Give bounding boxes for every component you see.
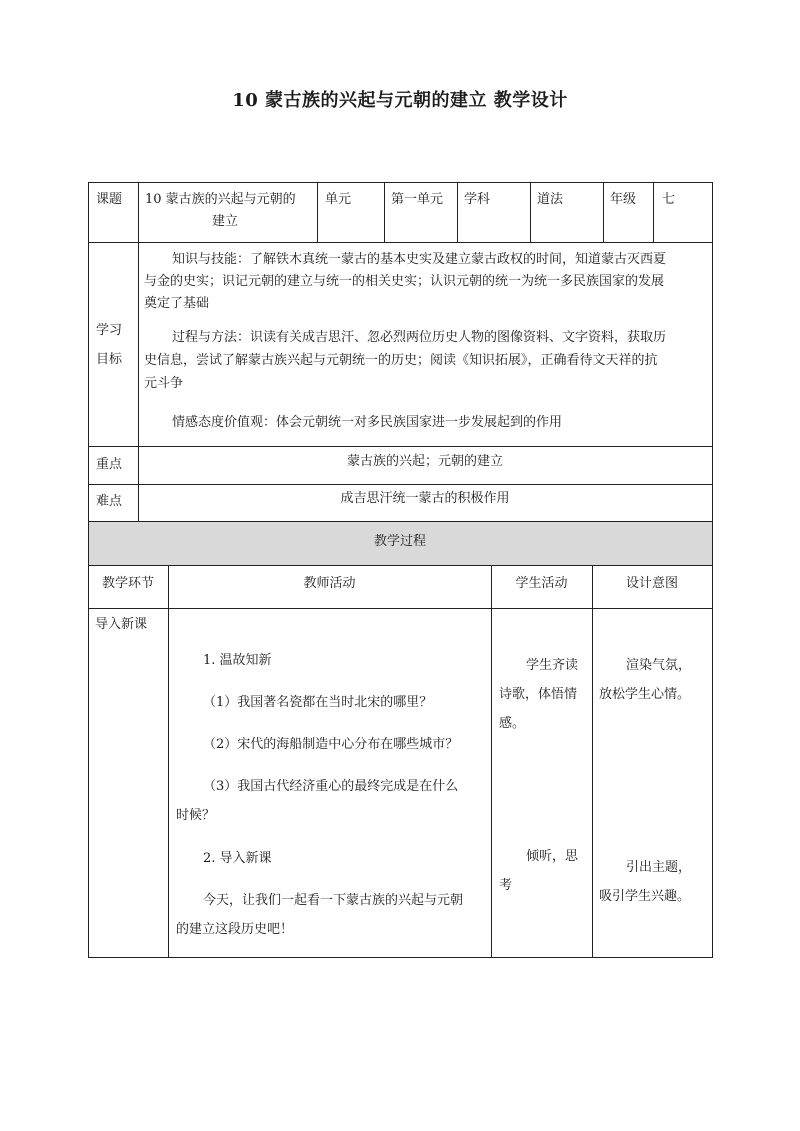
difficulty-label: 难点	[96, 494, 123, 509]
table-border-left	[88, 182, 89, 958]
design-intent-1-line2: 放松学生心情。	[599, 687, 691, 702]
table-rule-v	[592, 565, 593, 957]
table-rule	[88, 521, 713, 522]
table-rule-v	[653, 182, 654, 242]
grade-label: 年级	[610, 192, 637, 207]
objective-knowledge-line1: 知识与技能：了解铁木真统一蒙古的基本史实及建立蒙古政权的时间，知道蒙古灭西夏	[172, 252, 667, 267]
unit-label: 单元	[325, 192, 352, 207]
design-intent-2-line2: 吸引学生兴趣。	[599, 889, 691, 904]
design-intent-2-line1: 引出主题，	[626, 860, 692, 875]
key-point-label: 重点	[96, 457, 123, 472]
table-rule	[88, 182, 713, 183]
table-rule	[88, 446, 713, 447]
teacher-question-3-line1: （3）我国古代经济重心的最终完成是在什么	[203, 779, 459, 794]
teacher-question-2: （2）宋代的海船制造中心分布在哪些城市？	[203, 737, 459, 752]
table-rule-v	[530, 182, 531, 242]
student-activity-1-line3: 感。	[499, 716, 526, 731]
table-rule	[88, 242, 713, 243]
teacher-step2: 2. 导入新课	[203, 851, 272, 866]
table-rule	[88, 957, 713, 958]
objective-knowledge-line2: 与金的史实；识记元朝的建立与统一的相关史实；认识元朝的统一为统一多民族国家的发展	[144, 274, 665, 289]
teacher-intro-line2: 的建立这段历史吧！	[176, 922, 294, 937]
difficulty-value: 成吉思汗统一蒙古的积极作用	[340, 491, 510, 506]
teacher-step1: 1. 温故知新	[203, 653, 272, 668]
subject-label: 学科	[464, 192, 491, 207]
table-rule-v	[457, 182, 458, 242]
table-rule-v	[138, 182, 139, 242]
table-rule	[88, 608, 713, 609]
stage-cell: 导入新课	[95, 617, 148, 632]
table-rule-v	[168, 565, 169, 957]
objective-process-line2: 史信息，尝试了解蒙古族兴起与元朝统一的历史；阅读《知识拓展》，正确看待文天祥的抗	[144, 353, 658, 368]
table-rule-v	[603, 182, 604, 242]
design-intent-1-line1: 渲染气氛，	[626, 658, 692, 673]
document-title: 10 蒙古族的兴起与元朝的建立 教学设计	[232, 90, 568, 111]
column-header-intent: 设计意图	[625, 576, 678, 591]
table-rule	[88, 565, 713, 566]
table-rule	[88, 484, 713, 485]
objectives-label-line2: 目标	[96, 352, 123, 367]
column-header-student: 学生活动	[515, 576, 568, 591]
subject-value: 道法	[537, 192, 564, 207]
course-label: 课题	[96, 192, 123, 207]
table-border-right	[712, 182, 713, 958]
student-activity-2-line2: 考	[499, 878, 513, 893]
student-activity-2-line1: 倾听，思	[526, 849, 579, 864]
course-value-line2: 建立	[212, 214, 239, 229]
objective-knowledge-line3: 奠定了基础	[144, 296, 210, 311]
table-rule-v	[384, 182, 385, 242]
table-rule-v	[491, 565, 492, 957]
student-activity-1-line1: 学生齐读	[526, 658, 579, 673]
table-rule-v	[317, 182, 318, 242]
teacher-question-1: （1）我国著名瓷都在当时北宋的哪里？	[203, 695, 433, 710]
column-header-stage: 教学环节	[101, 576, 154, 591]
objective-emotion: 情感态度价值观：体会元朝统一对多民族国家进一步发展起到的作用	[172, 415, 563, 430]
key-point-value: 蒙古族的兴起；元朝的建立	[346, 454, 503, 469]
teacher-intro-line1: 今天，让我们一起看一下蒙古族的兴起与元朝	[203, 893, 464, 908]
objective-process-line1: 过程与方法：识读有关成吉思汗、忽必烈两位历史人物的图像资料、文字资料，获取历	[172, 330, 667, 345]
unit-value: 第一单元	[391, 192, 444, 207]
process-header: 教学过程	[373, 534, 426, 549]
grade-value: 七	[662, 192, 676, 207]
objective-process-line3: 元斗争	[144, 376, 184, 391]
column-header-teacher: 教师活动	[303, 576, 356, 591]
course-value-line1: 10 蒙古族的兴起与元朝的	[145, 192, 296, 207]
objectives-label-line1: 学习	[96, 323, 123, 338]
teacher-question-3-line2: 时候？	[176, 808, 216, 823]
table-rule-v	[138, 242, 139, 521]
student-activity-1-line2: 诗歌，体悟情	[499, 687, 578, 702]
